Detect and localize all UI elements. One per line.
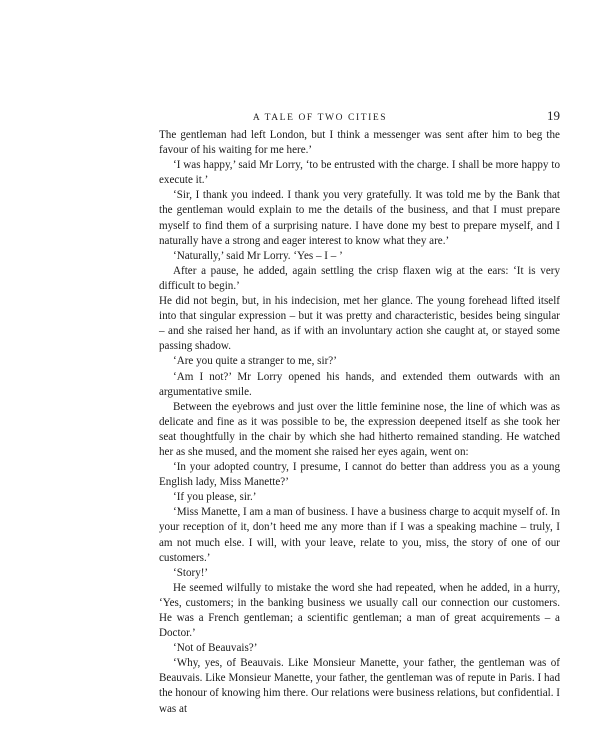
- paragraph: ‘In your adopted country, I presume, I cannot do better than address you as a young English lady, Miss Manette?’: [159, 461, 560, 489]
- paragraph: ‘If you please, sir.’: [173, 491, 257, 504]
- paragraph: ‘Are you quite a stranger to me, sir?’: [173, 355, 337, 368]
- paragraph: ‘Sir, I thank you indeed. I thank you very gratefully. It was told me by the Bank that the gentleman would explain to me the details of the business, and that I must prepare myself to find them of a surprising nature. I have done my best to prepare myself, and I naturally have a strong and eager interest to know what they are.’: [159, 189, 560, 247]
- paragraph: After a pause, he added, again settling the crisp flaxen wig at the ears: ‘It is very difficult to begin.’: [159, 264, 560, 292]
- paragraph: ‘Naturally,’ said Mr Lorry. ‘Yes – I – ’: [173, 249, 343, 262]
- paragraph: He seemed wilfully to mistake the word she had repeated, when he added, in a hurry, ‘Yes, customers; in the banking business we usually call our connection our customers. He was a French gentleman; a scientific gentleman; a man of great acquirements – a Doctor.’: [159, 581, 560, 640]
- running-head-title: A TALE OF TWO CITIES: [252, 113, 388, 123]
- body-text: [159, 128, 560, 717]
- paragraph: ‘Miss Manette, I am a man of business. I have a business charge to acquit myself of. In your reception of it, don’t heed me any more than if I was a speaking machine – truly, I am not much else. I will, with your leave, relate to you, miss, the story of one of our customers.’: [159, 506, 560, 564]
- paragraph: ‘Not of Beauvais?’: [173, 642, 258, 655]
- paragraph: Between the eyebrows and just over the little feminine nose, the line of which was as delicate and fine as it was possible to be, the expression deepened itself as she took her seat thoughtfully in the chair by which she had hitherto remained standing. He watched her as she mused, and the moment she raised her eyes again, went on:: [159, 400, 560, 458]
- paragraph: He did not begin, but, in his indecision, met her glance. The young forehead lifted itself into that singular expression – but it was pretty and characteristic, besides being singular – and she raised her hand, as if with an involuntary action she caught at, or stayed some passing shadow.: [159, 295, 560, 353]
- paragraph: ‘I was happy,’ said Mr Lorry, ‘to be entrusted with the charge. I shall be more happy to execute it.’: [159, 159, 560, 187]
- paragraph: ‘Why, yes, of Beauvais. Like Monsieur Manette, your father, the gentleman was of Beauvais. Like Monsieur Manette, your father, the gentleman was of repute in Paris. I had the honour of knowing him there. Our relations were business relations, but confidential. I was at: [159, 657, 560, 715]
- paragraph: The gentleman had left London, but I think a messenger was sent after him to beg the favour of his waiting for me here.’: [159, 129, 560, 157]
- paragraph: ‘Story!’: [173, 566, 209, 579]
- paragraph: ‘Am I not?’ Mr Lorry opened his hands, and extended them outwards with an argumentative smile.: [159, 370, 560, 398]
- page-number: 19: [547, 108, 560, 123]
